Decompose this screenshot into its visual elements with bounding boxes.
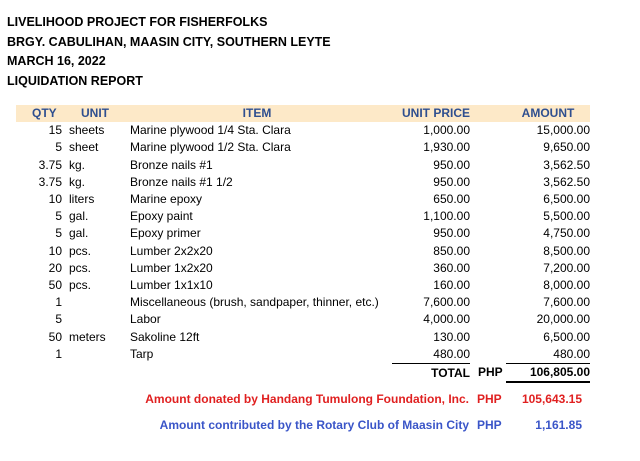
row-qty: 5 [55, 226, 62, 241]
column-header-unit-price: UNIT PRICE [392, 105, 470, 122]
donation-text: Amount donated by Handang Tumulong Foundation, Inc. [145, 392, 469, 406]
row-unit: sheets [69, 123, 105, 138]
report-header [7, 13, 331, 91]
row-qty: 5 [55, 209, 62, 224]
row-spacer [470, 139, 506, 156]
row-unit: kg. [69, 174, 86, 189]
table-row [16, 260, 590, 277]
row-item: Labor [130, 312, 161, 327]
row-unit: sheet [69, 140, 99, 155]
total-label: TOTAL [392, 364, 470, 383]
liquidation-table [16, 105, 590, 383]
row-item: Marine plywood 1/2 Sta. Clara [130, 140, 291, 155]
column-header-unit: UNIT [66, 105, 122, 122]
table-row [16, 157, 590, 174]
row-spacer [470, 122, 506, 139]
report-date: MARCH 16, 2022 [7, 54, 106, 68]
row-spacer [470, 311, 506, 328]
row-amount: 6,500.00 [543, 192, 590, 207]
row-spacer [470, 260, 506, 277]
table-row [16, 311, 590, 328]
project-title: LIVELIHOOD PROJECT FOR FISHERFOLKS [7, 15, 268, 29]
row-unit-price: 1,930.00 [423, 140, 470, 155]
row-qty: 5 [55, 140, 62, 155]
table-row [16, 208, 590, 225]
row-unit: pcs. [69, 243, 92, 258]
donation-handang-tumulong [0, 392, 640, 408]
table-row [16, 277, 590, 294]
row-qty: 50 [48, 329, 62, 344]
donation-currency: PHP [477, 418, 502, 432]
row-item: Marine epoxy [130, 192, 203, 207]
row-qty: 15 [48, 123, 62, 138]
row-amount: 15,000.00 [536, 123, 590, 138]
row-qty: 1 [55, 347, 62, 362]
row-item: Lumber 2x2x20 [130, 243, 213, 258]
row-qty: 20 [48, 260, 62, 275]
table-header-row [16, 105, 590, 122]
row-spacer [470, 294, 506, 311]
table-row [16, 174, 590, 191]
row-spacer [470, 208, 506, 225]
row-qty: 50 [48, 278, 62, 293]
row-qty: 3.75 [38, 174, 62, 189]
row-unit [66, 346, 122, 364]
donation-amount: 1,161.85 [535, 418, 582, 432]
row-item: Sakoline 12ft [130, 329, 200, 344]
row-unit [66, 311, 122, 328]
row-item: Bronze nails #1 [130, 157, 213, 172]
row-spacer [470, 225, 506, 242]
row-spacer [470, 329, 506, 346]
row-spacer [470, 191, 506, 208]
row-unit-price: 850.00 [433, 243, 470, 258]
row-qty: 10 [48, 192, 62, 207]
row-item: Lumber 1x2x20 [130, 260, 213, 275]
row-unit: pcs. [69, 278, 92, 293]
row-spacer [470, 243, 506, 260]
total-row [16, 364, 590, 383]
row-unit: pcs. [69, 260, 92, 275]
row-spacer [470, 346, 506, 364]
donation-rotary-club [0, 418, 640, 434]
row-unit-price: 1,100.00 [423, 209, 470, 224]
table-row [16, 225, 590, 242]
row-amount: 8,500.00 [543, 243, 590, 258]
row-amount: 8,000.00 [543, 278, 590, 293]
row-amount: 4,750.00 [543, 226, 590, 241]
project-location: BRGY. CABULIHAN, MAASIN CITY, SOUTHERN LEYTE [7, 34, 331, 49]
row-item: Tarp [130, 347, 154, 362]
row-amount: 9,650.00 [543, 140, 590, 155]
row-unit: meters [69, 329, 106, 344]
total-amount: 106,805.00 [506, 364, 590, 383]
row-item: Marine plywood 1/4 Sta. Clara [130, 123, 291, 138]
report-title: LIQUIDATION REPORT [7, 73, 143, 88]
row-unit-price: 130.00 [433, 329, 470, 344]
row-amount: 3,562.50 [543, 157, 590, 172]
row-spacer [470, 157, 506, 174]
row-qty: 10 [48, 243, 62, 258]
table-row [16, 294, 590, 311]
row-unit-price: 360.00 [433, 260, 470, 275]
row-unit-price: 950.00 [433, 174, 470, 189]
row-item: Bronze nails #1 1/2 [130, 174, 233, 189]
row-spacer [470, 277, 506, 294]
row-unit-price: 950.00 [433, 157, 470, 172]
column-header-qty: QTY [16, 105, 66, 122]
column-header-item: ITEM [122, 105, 392, 122]
row-unit-price: 950.00 [433, 226, 470, 241]
row-amount: 7,600.00 [543, 295, 590, 310]
row-item: Miscellaneous (brush, sandpaper, thinner, etc.) [130, 295, 379, 310]
row-unit [66, 294, 122, 311]
row-qty: 3.75 [38, 157, 62, 172]
donation-amount: 105,643.15 [521, 392, 582, 406]
row-unit-price: 650.00 [433, 192, 470, 207]
total-currency: PHP [478, 365, 503, 380]
row-unit-price: 480.00 [433, 346, 470, 361]
row-unit-price: 4,000.00 [423, 312, 470, 327]
table-row [16, 329, 590, 346]
table-row [16, 346, 590, 364]
table-row [16, 243, 590, 260]
row-qty: 1 [55, 295, 62, 310]
donation-currency: PHP [477, 392, 502, 406]
row-qty: 5 [55, 312, 62, 327]
row-amount: 480.00 [553, 346, 590, 361]
row-unit-price: 1,000.00 [423, 123, 470, 138]
row-amount: 7,200.00 [543, 260, 590, 275]
row-unit: gal. [69, 209, 89, 224]
row-unit: kg. [69, 157, 86, 172]
row-amount: 5,500.00 [543, 209, 590, 224]
row-amount: 3,562.50 [543, 174, 590, 189]
row-amount: 20,000.00 [536, 312, 590, 327]
table-row [16, 191, 590, 208]
column-header-amount: AMOUNT [506, 105, 590, 122]
row-unit-price: 160.00 [433, 278, 470, 293]
table-row [16, 122, 590, 139]
row-unit: gal. [69, 226, 89, 241]
row-spacer [470, 174, 506, 191]
column-header-spacer [470, 105, 506, 122]
row-item: Epoxy paint [130, 209, 193, 224]
donation-text: Amount contributed by the Rotary Club of Maasin City [159, 418, 469, 432]
table-row [16, 139, 590, 156]
row-item: Lumber 1x1x10 [130, 278, 213, 293]
row-item: Epoxy primer [130, 226, 201, 241]
row-unit-price: 7,600.00 [423, 295, 470, 310]
row-unit: liters [69, 192, 95, 207]
row-amount: 6,500.00 [543, 329, 590, 344]
